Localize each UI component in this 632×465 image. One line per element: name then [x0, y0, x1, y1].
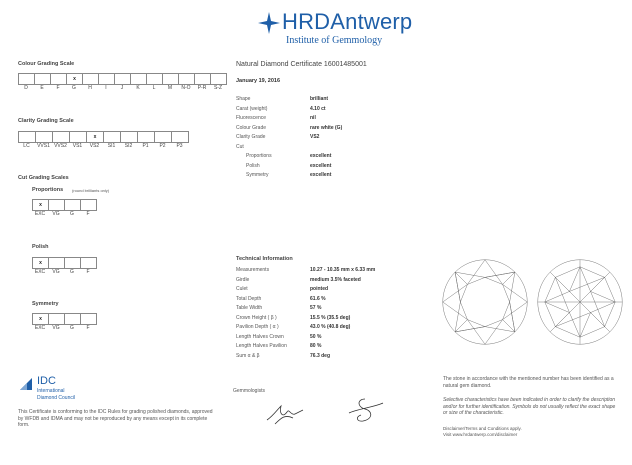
scale-cell — [64, 199, 80, 211]
info-label: Measurements — [236, 267, 270, 273]
info-value: pointed — [310, 286, 329, 292]
scale-label: E — [40, 85, 44, 91]
scale-cell — [69, 131, 86, 143]
scale-label: EXC — [34, 211, 46, 217]
scale-cell — [162, 73, 178, 85]
idc-full-1: International — [37, 388, 65, 394]
info-value: 61.6 % — [310, 295, 326, 302]
scale-label: VVS2 — [54, 143, 67, 149]
info-label: Pavilion Depth ( α ) — [236, 324, 279, 330]
scale-cell — [137, 131, 154, 143]
info-value: VS2 — [310, 134, 320, 140]
scale-label: VVS1 — [37, 143, 50, 149]
info-value: 50 % — [310, 333, 322, 340]
signature-1 — [265, 398, 305, 428]
scale-label: SI2 — [124, 143, 133, 149]
technical-title: Technical Information — [236, 256, 293, 262]
scale-label: G — [70, 211, 74, 217]
info-row — [236, 304, 375, 314]
info-value: 80 % — [310, 343, 322, 349]
info-row — [236, 342, 375, 352]
pavilion-diagram — [536, 258, 624, 346]
info-value: 76.3 deg — [310, 352, 331, 359]
info-row — [236, 105, 342, 115]
info-row — [236, 152, 342, 162]
info-row — [236, 314, 375, 324]
characteristics-note: Selective characteristics have been indicated in order to clarify the description and/or for further identification. Symbols do not usually reflect the exact shape or size of the characteristic. — [443, 397, 616, 416]
scale-cell — [146, 73, 162, 85]
scale-label: P1 — [142, 143, 149, 149]
scale-label: F — [86, 211, 90, 217]
info-row — [236, 285, 375, 295]
scale-cell — [82, 73, 98, 85]
gemmologists-label: Gemmologists — [233, 388, 265, 394]
idc-conformity-text: This Certificate is conforming to the IDC Rules for grading polished diamonds, approved by WFDB and IDMA and may not be reproduced by any means except in its complete form. — [18, 409, 213, 428]
scale-label: VG — [52, 269, 60, 275]
info-value: medium 3.5% faceted — [310, 276, 361, 283]
info-label: Symmetry — [246, 172, 269, 178]
scale-mark: x — [32, 313, 48, 325]
info-row — [236, 352, 375, 362]
info-label: Polish — [246, 162, 260, 169]
info-value: brilliant — [310, 96, 329, 102]
scale-label: K — [136, 85, 140, 91]
scale-label: H — [88, 85, 92, 91]
technical-results — [236, 266, 375, 361]
polish-scale — [32, 257, 97, 275]
grading-results — [236, 95, 342, 181]
scale-cell — [98, 73, 114, 85]
proportions-note: (round brilliants only) — [72, 188, 110, 193]
scale-label: G — [70, 325, 74, 331]
brand-title: HRDAntwerp — [282, 9, 413, 34]
proportions-scale — [32, 199, 97, 217]
identification-note: The stone in accordance with the mentioned number has been identified as a natural gem diamond. — [443, 376, 614, 389]
info-label: Girdle — [236, 276, 250, 283]
scale-mark: x — [32, 257, 48, 269]
scale-cell — [178, 73, 194, 85]
info-label: Proportions — [246, 153, 272, 159]
info-row — [236, 295, 375, 305]
info-row — [236, 333, 375, 343]
scale-label: S-Z — [213, 85, 223, 91]
polish-title: Polish — [32, 244, 49, 250]
info-row — [236, 95, 342, 105]
scale-label: VG — [52, 211, 60, 217]
scale-label: P-R — [197, 85, 207, 91]
scale-cell — [52, 131, 69, 143]
colour-scale-title: Colour Grading Scale — [18, 61, 75, 67]
symmetry-title: Symmetry — [32, 301, 59, 307]
info-label: Length Halves Crown — [236, 333, 284, 340]
scale-label: EXC — [34, 269, 46, 275]
scale-label: M — [167, 85, 173, 91]
info-value: 10.27 - 10.35 mm x 6.33 mm — [310, 267, 376, 273]
info-value: rare white (G) — [310, 124, 343, 131]
info-label: Carat (weight) — [236, 105, 268, 112]
symmetry-scale — [32, 313, 97, 331]
info-label: Culet — [236, 286, 248, 292]
scale-cell — [48, 199, 64, 211]
scale-cell — [48, 313, 64, 325]
info-row — [236, 133, 342, 143]
scale-cell — [48, 257, 64, 269]
star-logo-icon — [258, 12, 280, 34]
scale-label: F — [86, 269, 90, 275]
info-label: Sum α & β — [236, 352, 260, 359]
scale-label: G — [70, 269, 74, 275]
idc-logo-icon — [18, 376, 34, 392]
info-value: excellent — [310, 153, 332, 159]
signature-2 — [345, 395, 385, 427]
scale-cell — [64, 313, 80, 325]
info-label: Fluorescence — [236, 115, 267, 121]
scale-cell — [171, 131, 189, 143]
scale-label: VG — [52, 325, 60, 331]
info-row — [236, 124, 342, 134]
scale-mark: x — [86, 131, 103, 143]
scale-label: LC — [23, 143, 30, 149]
info-label: Clarity Grade — [236, 134, 266, 140]
scale-label: F — [56, 85, 60, 91]
scale-label: SI1 — [107, 143, 116, 149]
scale-cell — [64, 257, 80, 269]
scale-cell — [114, 73, 130, 85]
scale-cell — [18, 73, 34, 85]
info-label: Total Depth — [236, 295, 262, 302]
info-row — [236, 171, 342, 181]
info-value: 4.10 ct — [310, 105, 326, 112]
info-value: 57 % — [310, 305, 322, 311]
scale-label: F — [86, 325, 90, 331]
idc-full-2: Diamond Council — [37, 395, 76, 401]
scale-label: L — [152, 85, 156, 91]
scale-label: VS1 — [72, 143, 83, 149]
proportions-title: Proportions — [32, 187, 64, 193]
info-value: excellent — [310, 172, 332, 178]
info-value: excellent — [310, 162, 332, 169]
info-label: Shape — [236, 96, 251, 102]
info-label: Cut — [236, 143, 244, 150]
info-row — [236, 162, 342, 172]
idc-name: IDC — [37, 375, 56, 387]
disclaimer-note: Disclaimer/Terms and Conditions apply. — [443, 426, 522, 431]
scale-cell — [35, 131, 52, 143]
scale-label: I — [105, 85, 107, 91]
disclaimer-url: Visit www.hrdantwerp.com/disclaimer — [443, 432, 518, 437]
scale-cell — [194, 73, 210, 85]
scale-cell — [34, 73, 50, 85]
brand-subtitle: Institute of Gemmology — [286, 35, 383, 46]
scale-mark: x — [32, 199, 48, 211]
scale-cell — [18, 131, 35, 143]
info-row — [236, 266, 375, 276]
colour-scale — [18, 73, 227, 91]
scale-cell — [210, 73, 227, 85]
scale-label: G — [72, 85, 76, 91]
scale-label: D — [24, 85, 28, 91]
info-row — [236, 114, 342, 124]
info-row — [236, 323, 375, 333]
scale-label: VS2 — [89, 143, 100, 149]
scale-cell — [154, 131, 171, 143]
clarity-scale — [18, 131, 189, 149]
info-row — [236, 143, 342, 153]
scale-label: J — [120, 85, 124, 91]
certificate-date: January 19, 2016 — [236, 78, 281, 84]
info-label: Length Halves Pavilion — [236, 343, 287, 349]
info-label: Colour Grade — [236, 124, 267, 131]
crown-diagram — [441, 258, 529, 346]
scale-cell — [80, 199, 97, 211]
scale-cell — [120, 131, 137, 143]
info-value: 43.0 % (40.8 deg) — [310, 324, 351, 330]
scale-cell — [50, 73, 66, 85]
info-label: Table Width — [236, 305, 263, 311]
scale-cell — [80, 313, 97, 325]
info-value: nil — [310, 115, 316, 121]
clarity-scale-title: Clarity Grading Scale — [18, 118, 74, 124]
scale-cell — [130, 73, 146, 85]
scale-cell — [80, 257, 97, 269]
scale-cell — [103, 131, 120, 143]
certificate-title: Natural Diamond Certificate 16001485001 — [236, 61, 367, 68]
scale-label: N-O — [181, 85, 191, 91]
scale-mark: x — [66, 73, 82, 85]
info-label: Crown Height ( β ) — [236, 314, 277, 321]
info-row — [236, 276, 375, 286]
scale-label: P2 — [159, 143, 166, 149]
info-value: 15.5 % (35.5 deg) — [310, 314, 351, 321]
cut-scales-title: Cut Grading Scales — [18, 175, 69, 181]
scale-label: P3 — [176, 143, 183, 149]
scale-label: EXC — [34, 325, 46, 331]
